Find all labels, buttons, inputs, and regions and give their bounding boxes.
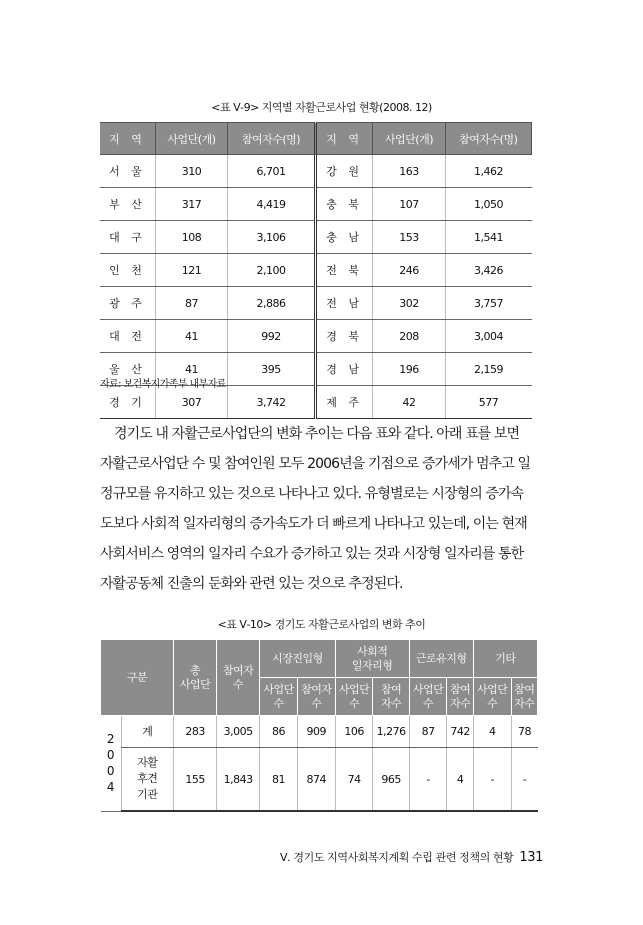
table-cell: 3,757 <box>445 287 531 320</box>
table-cell: - <box>473 748 511 812</box>
table-cell: 41 <box>155 353 227 386</box>
table-cell: 4,419 <box>228 188 316 221</box>
table-cell: 3,742 <box>228 386 316 419</box>
subheader-units: 사업단 수 <box>260 678 298 716</box>
table-cell: 울 산 <box>100 353 155 386</box>
table-cell: 3,426 <box>445 254 531 287</box>
paragraph-line: 자활근로사업단 수 및 참여인원 모두 2006년을 기점으로 증가세가 멈추고 일 <box>100 456 531 472</box>
table-cell: 909 <box>297 716 335 748</box>
table-cell: 87 <box>155 287 227 320</box>
subheader-participants: 참여 자수 <box>447 678 473 716</box>
table-cell: 1,541 <box>445 221 531 254</box>
subheader-units: 사업단 수 <box>473 678 511 716</box>
table-cell: 155 <box>174 748 217 812</box>
header-social: 사회적 일자리형 <box>335 640 409 678</box>
subheader-participants: 참여 자수 <box>373 678 409 716</box>
paragraph-line: 사회서비스 영역의 일자리 수요가 증가하고 있는 것과 시장형 일자리를 통한 <box>100 546 524 562</box>
table-cell: 인 천 <box>100 254 155 287</box>
table-cell: 310 <box>155 155 227 188</box>
table-cell: 41 <box>155 320 227 353</box>
trend-table <box>100 639 538 812</box>
header-units: 사업단(개) <box>373 123 445 155</box>
table-cell: 208 <box>373 320 445 353</box>
paragraph-line: 경기도 내 자활근로사업단의 변화 추이는 다음 표와 같다. 아래 표를 보면 <box>114 426 520 442</box>
table-cell: 경 기 <box>100 386 155 419</box>
subheader-units: 사업단 수 <box>409 678 447 716</box>
header-market: 시장진입형 <box>260 640 336 678</box>
table-cell: 서 울 <box>100 155 155 188</box>
header-region: 지 역 <box>100 123 155 155</box>
table-cell: 81 <box>260 748 298 812</box>
table-cell: 전 남 <box>315 287 373 320</box>
table-cell: 경 남 <box>315 353 373 386</box>
table-cell: 153 <box>373 221 445 254</box>
table-header-row <box>101 640 538 678</box>
table-cell: 121 <box>155 254 227 287</box>
table-cell: 992 <box>228 320 316 353</box>
table-cell: 광 주 <box>100 287 155 320</box>
table-cell: 577 <box>445 386 531 419</box>
table2-caption: <표 Ⅴ-10> 경기도 자활근로사업의 변화 추이 <box>217 618 426 631</box>
table-cell: 1,843 <box>217 748 260 812</box>
page-number: 131 <box>519 850 543 865</box>
header-labor: 근로유지형 <box>409 640 473 678</box>
table1-caption: <표 Ⅴ-9> 지역별 자활근로사업 현황(2008. 12) <box>211 101 432 114</box>
table-cell: 1,050 <box>445 188 531 221</box>
table-row <box>100 320 532 353</box>
table-cell: 대 구 <box>100 221 155 254</box>
subheader-participants: 참여자 수 <box>297 678 335 716</box>
subheader-participants: 참여 자수 <box>511 678 537 716</box>
header-region: 지 역 <box>315 123 373 155</box>
table-cell: 874 <box>297 748 335 812</box>
table-row <box>100 287 532 320</box>
table-cell: 196 <box>373 353 445 386</box>
table-cell: 4 <box>473 716 511 748</box>
table-row <box>101 748 538 812</box>
page-footer <box>280 849 543 865</box>
table-row <box>100 386 532 419</box>
table-cell: 제 주 <box>315 386 373 419</box>
table-cell: 2,886 <box>228 287 316 320</box>
table-cell: 78 <box>511 716 537 748</box>
table-cell: 163 <box>373 155 445 188</box>
table-cell: 2,100 <box>228 254 316 287</box>
table-cell: 충 북 <box>315 188 373 221</box>
table-row <box>100 254 532 287</box>
table-header-row <box>100 123 532 155</box>
table-cell: 302 <box>373 287 445 320</box>
year-cell: 2 0 0 4 <box>101 716 122 812</box>
paragraph-line: 도보다 사회적 일자리형의 증가속도가 더 빠르게 나타나고 있는데, 이는 현재 <box>100 516 527 532</box>
header-total-units: 총 사업단 <box>174 640 217 716</box>
table-cell: 395 <box>228 353 316 386</box>
header-group: 구분 <box>101 640 174 716</box>
table-cell: 6,701 <box>228 155 316 188</box>
table-cell: 106 <box>335 716 373 748</box>
table-cell: 317 <box>155 188 227 221</box>
table-cell: 1,462 <box>445 155 531 188</box>
table-cell: 283 <box>174 716 217 748</box>
table-cell: 4 <box>447 748 473 812</box>
table-cell: 107 <box>373 188 445 221</box>
table-cell: 86 <box>260 716 298 748</box>
table-row <box>100 188 532 221</box>
table-cell: 87 <box>409 716 447 748</box>
table-cell: 307 <box>155 386 227 419</box>
header-units: 사업단(개) <box>155 123 227 155</box>
table-row <box>100 155 532 188</box>
table-cell: 246 <box>373 254 445 287</box>
header-participants: 참여자 수 <box>217 640 260 716</box>
paragraph-line: 정규모를 유지하고 있는 것으로 나타나고 있다. 유형별로는 시장형의 증가속 <box>100 486 524 502</box>
body-paragraph <box>100 419 540 599</box>
table-cell: 742 <box>447 716 473 748</box>
table-cell: - <box>409 748 447 812</box>
table-cell: 전 북 <box>315 254 373 287</box>
paragraph-line: 자활공동체 진출의 둔화와 관련 있는 것으로 추정된다. <box>100 576 403 592</box>
table-cell: 3,005 <box>217 716 260 748</box>
row-label: 자활 후견 기관 <box>121 748 174 812</box>
table-cell: 965 <box>373 748 409 812</box>
header-other: 기타 <box>473 640 537 678</box>
table-cell: 3,004 <box>445 320 531 353</box>
header-participants: 참여자수(명) <box>445 123 531 155</box>
table-cell: - <box>511 748 537 812</box>
table-cell: 42 <box>373 386 445 419</box>
table-cell: 강 원 <box>315 155 373 188</box>
table-cell: 부 산 <box>100 188 155 221</box>
table-row <box>100 221 532 254</box>
table-row <box>101 716 538 748</box>
table1-source: 자료: 보건복지가족부 내부자료 <box>100 379 226 390</box>
table-cell: 대 전 <box>100 320 155 353</box>
chapter-title: Ⅴ. 경기도 지역사회복지계획 수립 관련 정책의 현황 <box>280 851 514 864</box>
subheader-units: 사업단 수 <box>335 678 373 716</box>
header-participants: 참여자수(명) <box>228 123 316 155</box>
table-cell: 경 북 <box>315 320 373 353</box>
table-cell: 108 <box>155 221 227 254</box>
table-cell: 3,106 <box>228 221 316 254</box>
table-cell: 1,276 <box>373 716 409 748</box>
table-cell: 74 <box>335 748 373 812</box>
row-label: 계 <box>121 716 174 748</box>
table-cell: 2,159 <box>445 353 531 386</box>
table-cell: 충 남 <box>315 221 373 254</box>
